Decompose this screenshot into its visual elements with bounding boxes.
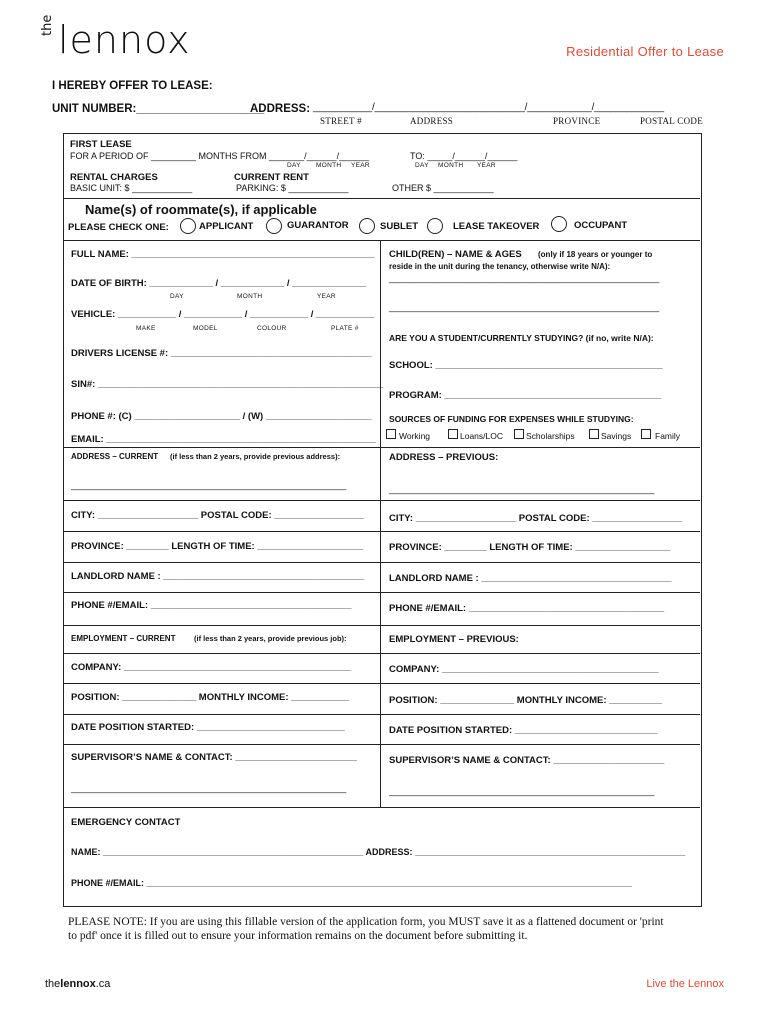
address-current-hint: (if less than 2 years, provide previous address): <box>170 452 341 461</box>
divider <box>63 625 700 626</box>
from-month-caption: MONTH <box>316 162 342 169</box>
lease-period-field[interactable]: FOR A PERIOD OF _________ MONTHS FROM _______/______/______ <box>70 151 370 161</box>
savings-checkbox[interactable] <box>589 429 599 439</box>
family-checkbox[interactable] <box>641 429 651 439</box>
address-label: ADDRESS: <box>250 103 311 115</box>
address-current-line[interactable]: _______________________________________________________ <box>71 480 347 490</box>
supervisor-previous-field[interactable]: SUPERVISOR’S NAME & CONTACT: _____________________ <box>389 755 665 766</box>
divider <box>63 744 700 745</box>
first-lease-heading: FIRST LEASE <box>70 139 132 150</box>
province-current-field[interactable]: PROVINCE: ________ LENGTH OF TIME: ____________________ <box>71 541 364 552</box>
working-checkbox[interactable] <box>386 429 396 439</box>
emergency-phone-field[interactable]: PHONE #/EMAIL: _________________________________________________________________________________________________ <box>71 878 633 888</box>
employment-current-hint: (if less than 2 years, provide previous job): <box>194 634 347 643</box>
offer-heading: I HEREBY OFFER TO LEASE: <box>52 80 213 92</box>
employment-previous-line[interactable]: _____________________________________________________ <box>389 786 655 796</box>
website-link[interactable] <box>45 978 110 990</box>
postal-caption: POSTAL CODE <box>640 116 703 126</box>
email-field[interactable]: EMAIL: ___________________________________________________ <box>71 434 376 445</box>
divider <box>63 531 700 532</box>
divider <box>63 198 700 199</box>
tagline: Live the Lennox <box>646 978 724 990</box>
other-field[interactable]: OTHER $ ____________ <box>392 183 494 193</box>
children-hint-2: reside in the unit during the tenancy, otherwise write N/A): <box>389 262 611 271</box>
parking-field[interactable]: PARKING: $ ____________ <box>236 183 349 193</box>
children-line-1[interactable]: ______________________________________________________ <box>389 273 660 283</box>
landlord-phone-current-field[interactable]: PHONE #/EMAIL: ______________________________________ <box>71 600 352 611</box>
landlord-phone-previous-field[interactable]: PHONE #/EMAIL: _____________________________________ <box>389 603 665 614</box>
supervisor-current-field[interactable]: SUPERVISOR’S NAME & CONTACT: _______________________ <box>71 752 357 763</box>
student-question: ARE YOU A STUDENT/CURRENTLY STUDYING? (if no, write N/A): <box>389 333 654 343</box>
landlord-current-field[interactable]: LANDLORD NAME : ______________________________________ <box>71 571 365 582</box>
company-current-field[interactable]: COMPANY: ___________________________________________ <box>71 662 352 673</box>
to-day-caption: DAY <box>415 162 429 169</box>
sublet-label: SUBLET <box>380 221 418 232</box>
document-title: Residential Offer to Lease <box>566 44 724 59</box>
check-one-label: PLEASE CHECK ONE: <box>68 222 169 233</box>
divider <box>63 240 700 241</box>
to-year-caption: YEAR <box>477 162 496 169</box>
lease-takeover-radio[interactable] <box>427 218 443 234</box>
employment-current-label: EMPLOYMENT – CURRENT <box>71 634 176 643</box>
divider <box>63 807 700 808</box>
scholarships-label: Scholarships <box>526 431 575 441</box>
position-current-field[interactable]: POSITION: ______________ MONTHLY INCOME: ___________ <box>71 692 350 703</box>
province-caption: PROVINCE <box>553 116 601 126</box>
rental-charges-heading: RENTAL CHARGES <box>70 172 158 183</box>
employment-current-line[interactable]: _______________________________________________________ <box>71 783 347 793</box>
children-label: CHILD(REN) – NAME & AGES <box>389 249 522 260</box>
date-started-current-field[interactable]: DATE POSITION STARTED: ____________________________ <box>71 722 345 733</box>
full-name-field[interactable]: FULL NAME: ______________________________________________ <box>71 249 375 260</box>
vehicle-model-caption: MODEL <box>193 325 218 332</box>
unit-number-field[interactable]: UNIT NUMBER:____________________ <box>52 103 265 115</box>
scholarships-checkbox[interactable] <box>514 429 524 439</box>
date-of-birth-field[interactable]: DATE OF BIRTH: ____________ / ____________ / ______________ <box>71 278 367 289</box>
divider <box>63 562 700 563</box>
loans-label: Loans/LOC <box>460 431 503 441</box>
roommates-heading: Name(s) of roommate(s), if applicable <box>85 202 317 217</box>
savings-label: Savings <box>601 431 632 441</box>
funding-label: SOURCES OF FUNDING FOR EXPENSES WHILE STUDYING: <box>389 414 634 424</box>
address-current-label: ADDRESS – CURRENT <box>71 452 159 461</box>
basic-unit-field[interactable]: BASIC UNIT: $ ____________ <box>70 183 193 193</box>
guarantor-radio[interactable] <box>266 218 282 234</box>
divider <box>63 447 700 448</box>
city-current-field[interactable]: CITY: ___________________ POSTAL CODE: _________________ <box>71 510 365 521</box>
drivers-license-field[interactable]: DRIVERS LICENSE #: ______________________________________ <box>71 348 372 359</box>
logo: lennox <box>58 18 191 62</box>
from-year-caption: YEAR <box>351 162 370 169</box>
divider <box>63 683 700 684</box>
column-divider <box>380 240 381 807</box>
divider <box>63 500 700 501</box>
footer-brand: lennox <box>60 978 96 990</box>
footer-suffix: .ca <box>95 978 111 990</box>
phone-field[interactable]: PHONE #: (C) ____________________ / (W) ____________________ <box>71 411 372 422</box>
footer-prefix: the <box>45 978 61 990</box>
employment-previous-label: EMPLOYMENT – PREVIOUS: <box>389 634 519 645</box>
emergency-name-address-field[interactable]: NAME: ____________________________________________________ ADDRESS: ______________________________________________________ <box>71 847 686 857</box>
divider <box>63 714 700 715</box>
lease-takeover-label: LEASE TAKEOVER <box>453 221 540 232</box>
province-previous-field[interactable]: PROVINCE: ________ LENGTH OF TIME: __________________ <box>389 542 671 553</box>
dob-year-caption: YEAR <box>317 293 336 300</box>
city-previous-field[interactable]: CITY: ___________________ POSTAL CODE: _________________ <box>389 513 683 524</box>
current-rent-heading: CURRENT RENT <box>234 172 309 183</box>
address-previous-label: ADDRESS – PREVIOUS: <box>389 452 499 463</box>
from-day-caption: DAY <box>287 162 301 169</box>
street-caption: STREET # <box>320 116 362 126</box>
vehicle-make-caption: MAKE <box>136 325 156 332</box>
sublet-radio[interactable] <box>359 218 375 234</box>
occupant-radio[interactable] <box>551 216 567 232</box>
vehicle-field[interactable]: VEHICLE: ___________ / ___________ / ___________ / ___________ <box>71 309 375 320</box>
date-started-previous-field[interactable]: DATE POSITION STARTED: ___________________________ <box>389 725 658 736</box>
address-caption: ADDRESS <box>410 116 454 126</box>
guarantor-label: GUARANTOR <box>287 220 349 231</box>
sin-field[interactable]: SIN#: ______________________________________________________ <box>71 379 384 390</box>
address-field[interactable]: ___________/____________________________/____________/_____________ <box>313 102 664 113</box>
fillable-note: PLEASE NOTE: If you are using this fillable version of the application form, you MUST save it as a flattened document or 'print to pdf' once it is filled out to ensure your information remains on the document before submitting it. <box>68 916 664 942</box>
company-previous-field[interactable]: COMPANY: _________________________________________ <box>389 664 659 675</box>
vehicle-plate-caption: PLATE # <box>331 325 359 332</box>
logo-prefix: the <box>40 14 55 36</box>
applicant-label: APPLICANT <box>199 221 254 232</box>
divider <box>63 653 700 654</box>
working-label: Working <box>399 431 431 441</box>
family-label: Family <box>655 431 681 441</box>
lease-to-field[interactable]: TO: _____/______/______ <box>410 151 518 161</box>
divider <box>63 592 700 593</box>
dob-day-caption: DAY <box>170 293 184 300</box>
loans-checkbox[interactable] <box>448 429 458 439</box>
to-month-caption: MONTH <box>438 162 464 169</box>
position-previous-field[interactable]: POSITION: ______________ MONTHLY INCOME: __________ <box>389 695 663 706</box>
vehicle-colour-caption: COLOUR <box>257 325 287 332</box>
address-previous-line[interactable]: _____________________________________________________ <box>389 484 655 494</box>
landlord-previous-field[interactable]: LANDLORD NAME : ____________________________________ <box>389 573 672 584</box>
children-line-2[interactable]: ______________________________________________________ <box>389 302 660 312</box>
program-field[interactable]: PROGRAM: _________________________________________ <box>389 390 662 401</box>
occupant-label: OCCUPANT <box>574 220 628 231</box>
emergency-contact-heading: EMERGENCY CONTACT <box>71 817 181 828</box>
applicant-radio[interactable] <box>180 218 196 234</box>
dob-month-caption: MONTH <box>237 293 263 300</box>
children-hint: (only if 18 years or younger to <box>538 250 653 259</box>
school-field[interactable]: SCHOOL: ___________________________________________ <box>389 360 663 371</box>
